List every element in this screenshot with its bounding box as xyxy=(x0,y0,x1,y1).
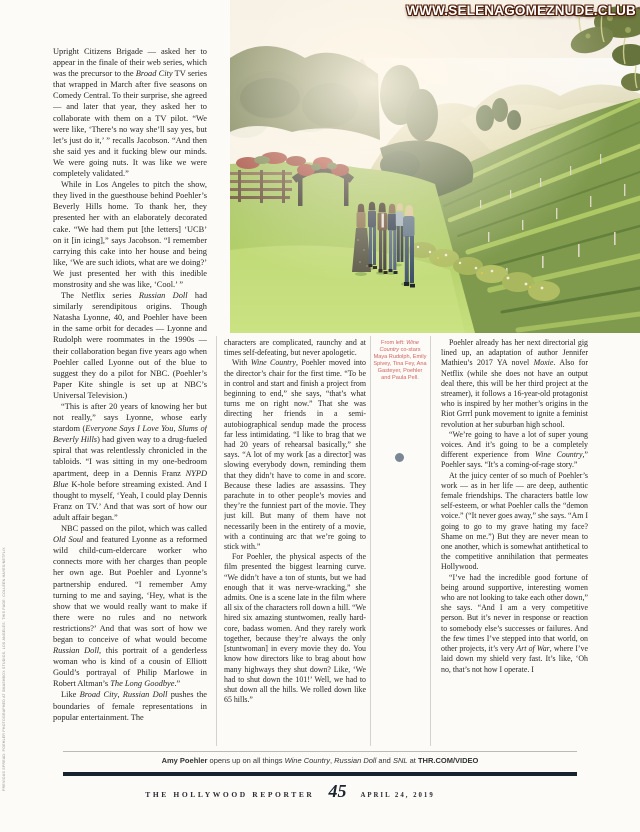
article-column-2 xyxy=(224,338,366,750)
column-divider xyxy=(430,336,431,746)
paragraph: “I’ve had the incredible good fortune of being around supportive, interesting women who are not looking to take each other down,” she says. “And I am a very competitive person. But it’s never in response or reaction to somebody else’s successes or failures. And the few times I’ve stepped into that world, on other projects, it’s very Art of War, where I’ve laid down my shield very fast. It’s like, ‘Oh no, that’s not how I operate. I xyxy=(441,572,588,674)
vineyard-photo xyxy=(230,0,640,333)
magazine-name: THE HOLLYWOOD REPORTER xyxy=(145,790,315,799)
caption-end-dot xyxy=(395,453,404,462)
promo-bar: Amy Poehler opens up on all things Wine Country, Russian Doll and SNL at THR.COM/VIDEO xyxy=(161,756,479,765)
paragraph: The Netflix series Russian Doll had similarly serendipitous origins. Though Natasha Lyonne, 40, and Poehler have been in the same orbit for decades — Lyonne and Rudolph were roommates in the 1990s — their collaboration began five years ago when Poehler called Lyonne out of the blue to suggest they do a pilot for NBC. (Poehler’s Paper Kite shingle is set up at NBC’s Universal Television.) xyxy=(53,291,207,400)
column-divider xyxy=(216,336,217,746)
footer-navy-rule xyxy=(63,772,577,776)
paragraph: At the juicy center of so much of Poehler’s work — as in her life — are deep, authentic female friendships. The characters battle low self-esteem, or what Poehler calls the “demon voice.” (“It never goes away,” she says. “Am I going to go to my grave hating my face? Shame on me.”) But they are never mean to one another, which is somewhat antithetical to the competitive annihilation that permeates Hollywood. xyxy=(441,470,588,572)
column-divider xyxy=(370,336,371,746)
paragraph: “We’re going to have a lot of super young voices. And it’s going to be a completely different experience from Wine Country,” Poehler says. “It’s a coming-of-rage story.” xyxy=(441,429,588,470)
issue-date: APRIL 24, 2019 xyxy=(360,792,435,799)
paragraph: NBC passed on the pilot, which was called Old Soul and featured Lyonne as a reformed wild child-cum-eldercare worker who connects more with her charges than people her own age. But Poehler and Lyonne’s partnership endured. “I remember Amy turning to me and saying, ‘Hey, what is the show that we would really want to make if there were no rules and no network restrictions?’ And that was sort of how we began to conceive of what would become Russian Doll, this portrait of a genderless woman who is kind of a cousin of Elliott Gould’s portrayal of Philip Marlowe in Robert Altman’s The Long Goodbye.” xyxy=(53,524,207,689)
vineyard-photo-art xyxy=(230,0,640,333)
paragraph: “This is after 20 years of knowing her but not really,” says Lyonne, whose early stardom (Everyone Says I Love You, Slums of Beverly Hills) had given way to a drug-fueled spiral that was relentlessly chronicled in the tabloids. “I was sitting in my one-bedroom apartment, deep in a Dennis Franz NYPD Blue K-hole before streaming existed. And I thought to myself, ‘Yeah, I could play Dennis Franz on TV.’ And that was sort of how our adult affair began.” xyxy=(53,402,207,522)
paragraph: Upright Citizens Brigade — asked her to appear in the finale of their web series, which was the precursor to the Broad City TV series that wrapped in March after five seasons on Comedy Central. To their surprise, she agreed — and later that year, they asked her to collaborate with them on a TV pilot. “We were like, ‘There’s no way she’ll say yes, but let’s just do it,’ ” recalls Jacobson. “And then she said yes and it fucking blew our minds. We were going nuts. It was like we were completely validated.” xyxy=(53,47,207,179)
paragraph: With Wine Country, Poehler moved into the director’s chair for the first time. “To be in control and start and finish a project from beginning to end,” she says, “that’s what turns me on right now.” That she was directing her friends in a semi-autobiographical sendup made the process far less intimidating. “I like to brag that we had 20 years of rehearsal basically,” she says. “A lot of my work [as a director] was slowing everybody down, reminding them that they didn’t have to come in and score. Because these ladies are assassins. They parachute in to other people’s movies and they’re the funniest part of the movie. They just kill. But many of them have not necessarily been in the entirety of a movie, with a continuing arc that we’re going to stick with.” xyxy=(224,358,366,552)
page-footer xyxy=(0,781,580,802)
paragraph: Like Broad City, Russian Doll pushes the boundaries of female representations in popular entertainment. The xyxy=(53,690,207,722)
promo-rule-top xyxy=(63,751,577,752)
paragraph: characters are complicated, raunchy and at times self-defeating, but never apologetic. xyxy=(224,338,366,358)
photo-credits: PREVIOUS SPREAD: POEHLER PHOTOGRAPHED AT SMASHBOX STUDIOS, LOS ANGELES. THIS PAGE: COLLEEN HAYES/NETFLIX xyxy=(2,547,6,791)
article-column-1 xyxy=(53,46,207,748)
photo-caption: From left: Wine Country co-stars Maya Rudolph, Emily Spivey, Tina Fey, Ana Gasteyer, Poehler and Paula Pell. xyxy=(373,340,427,382)
paragraph: While in Los Angeles to pitch the show, they lived in the guesthouse behind Poehler’s Beverly Hills home. To thank her, they presented her with an elaborately decorated cake. “We had them put [the letters] ‘UCB’ on it [in icing],” says Jacobson. “I remember carrying this cake into her house and being like, ‘We are such idiots, what are we doing?’ We just presented her with this inedible monstrosity and she was like, ‘Cool.’ ” xyxy=(53,180,207,289)
article-column-3 xyxy=(441,338,588,750)
paragraph: Poehler already has her next directorial gig lined up, an adaptation of author Jennifer Mathieu’s 2017 YA novel Moxie. Also for Netflix (while she does not have an output deal there, this will be her third project at the streamer), it follows a 16-year-old protagonist who is inspired by her mother’s origins in the Riot Grrrl punk movement to ignite a feminist revolution at her suburban high school. xyxy=(441,338,588,429)
watermark-text: WWW.SELENAGOMEZNUDE.CLUB xyxy=(406,3,636,18)
paragraph: For Poehler, the physical aspects of the film presented the biggest learning curve. “We didn’t have a ton of stunts, but we had enough that it was nerve-wracking,” she admits. One is a scene late in the film where all six of the characters roll down a hill. “We hired six amazing stuntwomen, really hard-core, badass women. And they rarely work together, because they’re always the only [stuntwoman] in every movie they do. You know how directors like to brag about how many highways they shut down? Like, ‘We had to shut down the 101!’ Well, we had to shut down all the hills. We rolled down like 65 hills.” xyxy=(224,552,366,705)
page-number: 45 xyxy=(328,781,347,801)
